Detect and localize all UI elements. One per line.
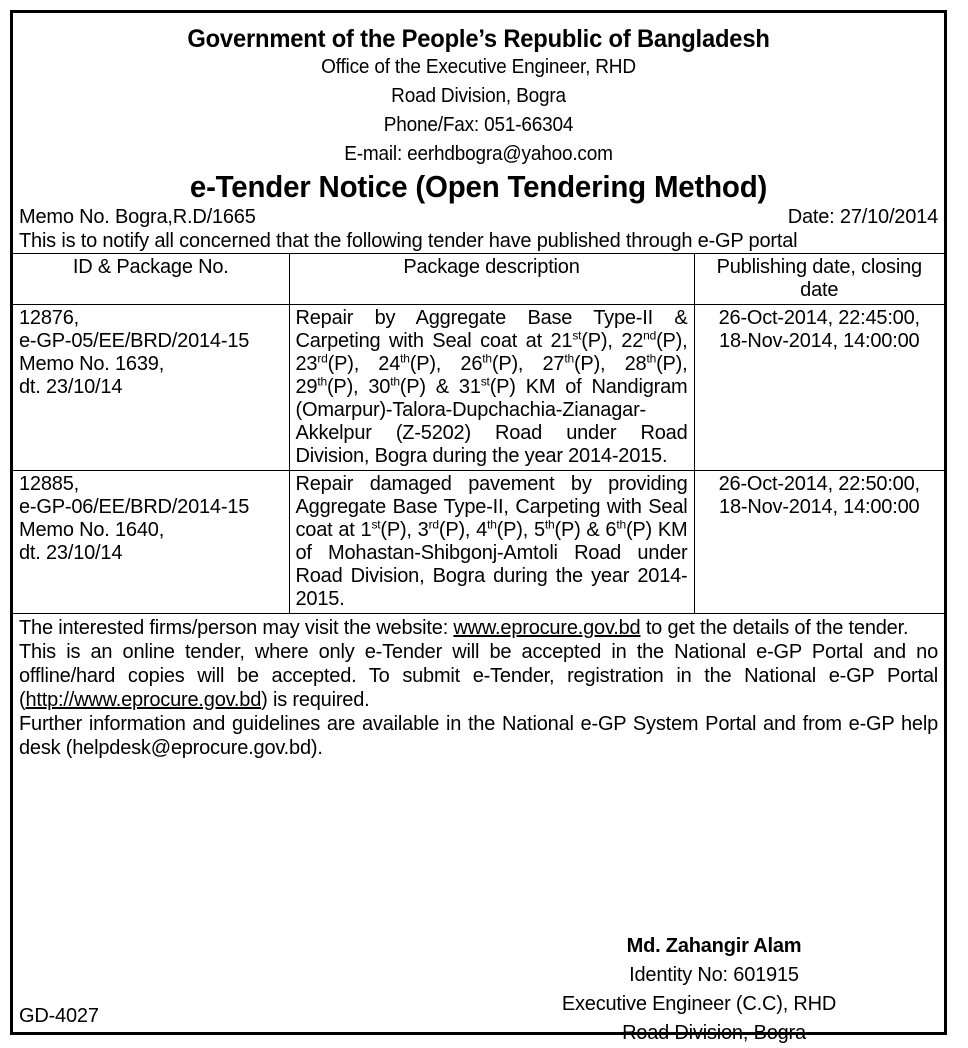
signatory-designation: Executive Engineer (C.C), RHD [561, 993, 837, 1015]
table-row [13, 471, 944, 614]
tender-id: 12876, [19, 307, 79, 329]
email: E-mail: eerhdbogra@yahoo.com [344, 143, 613, 165]
visit-paragraph [13, 614, 944, 640]
publishing-date: 26-Oct-2014, 22:45:00, [718, 307, 920, 329]
package-description: Repair damaged pavement by providing Aggregate Base Type-II, Carpeting with Seal coat at 1st(P), 3rd(P), 4th(P), 5th(P) & 6th(P) KM of Mohastan-Shibgonj-Amtoli Road under Road Division, Bogra during the year 2014-2015. [289, 471, 694, 614]
table-row [13, 305, 944, 471]
package-date: dt. 23/10/14 [19, 542, 123, 564]
publishing-date: 26-Oct-2014, 22:50:00, [718, 473, 920, 495]
closing-date: 18-Nov-2014, 14:00:00 [719, 330, 920, 352]
package-id-cell [13, 305, 289, 471]
package-number: e-GP-05/EE/BRD/2014-15 [19, 330, 250, 352]
phone-fax: Phone/Fax: 051-66304 [383, 114, 574, 136]
notice-date: Date: 27/10/2014 [787, 206, 938, 228]
portal-link[interactable]: http://www.eprocure.gov.bd [25, 689, 262, 711]
signatory-name: Md. Zahangir Alam [626, 935, 802, 957]
memo-row [13, 205, 944, 229]
package-description: Repair by Aggregate Base Type-II & Carpeting with Seal coat at 21st(P), 22nd(P), 23rd(P), 24th(P), 26th(P), 27th(P), 28th(P), 29th(P), 30th(P) & 31st(P) KM of Nandigram (Omarpur)-Talora-Dupchachia-Zianagar-Akkelpur (Z-5202) Road under Road Division, Bogra during the year 2014-2015. [289, 305, 694, 471]
signatory-identity: Identity No: 601915 [629, 964, 799, 986]
header-dates: Publishing date, closing date [694, 254, 944, 305]
online-paragraph [13, 640, 944, 712]
tender-id: 12885, [19, 473, 79, 495]
office-name: Office of the Executive Engineer, RHD [321, 56, 636, 78]
further-paragraph: Further information and guidelines are available in the National e-GP System Portal and from e-GP help desk (helpdesk@eprocure.gov.bd). [19, 713, 938, 759]
package-memo: Memo No. 1640, [19, 519, 165, 541]
visit-text: The interested firms/person may visit the website: [19, 617, 454, 639]
eprocure-link[interactable]: www.eprocure.gov.bd [453, 617, 641, 639]
division-name: Road Division, Bogra [391, 85, 566, 107]
package-id-cell [13, 471, 289, 614]
online-text-end: ) is required. [261, 689, 370, 711]
dates-cell [694, 305, 944, 471]
dates-cell [694, 471, 944, 614]
closing-date: 18-Nov-2014, 14:00:00 [719, 496, 920, 518]
tender-table [13, 253, 944, 614]
package-number: e-GP-06/EE/BRD/2014-15 [19, 496, 250, 518]
package-date: dt. 23/10/14 [19, 376, 123, 398]
intro-text: This is to notify all concerned that the following tender have published through e-GP portal [19, 230, 798, 252]
signature-block [554, 932, 874, 1048]
online-text: This is an online tender, where only e-Tender will be accepted in the National e-GP Portal and no offline/hard copies will be accepted. To submit e-Tender, registration in the National e-GP Portal ( [19, 641, 938, 711]
gd-number: GD-4027 [19, 1005, 99, 1027]
notice-title: e-Tender Notice (Open Tendering Method) [189, 169, 768, 204]
memo-number: Memo No. Bogra,R.D/1665 [19, 206, 256, 228]
header-id: ID & Package No. [13, 254, 289, 305]
tender-notice [10, 10, 947, 1044]
table-header-row [13, 254, 944, 305]
visit-text-end: to get the details of the tender. [640, 617, 909, 639]
signatory-division: Road Division, Bogra [622, 1022, 806, 1044]
government-title: Government of the People’s Republic of Bangladesh [187, 25, 770, 53]
header-description: Package description [289, 254, 694, 305]
package-memo: Memo No. 1639, [19, 353, 165, 375]
